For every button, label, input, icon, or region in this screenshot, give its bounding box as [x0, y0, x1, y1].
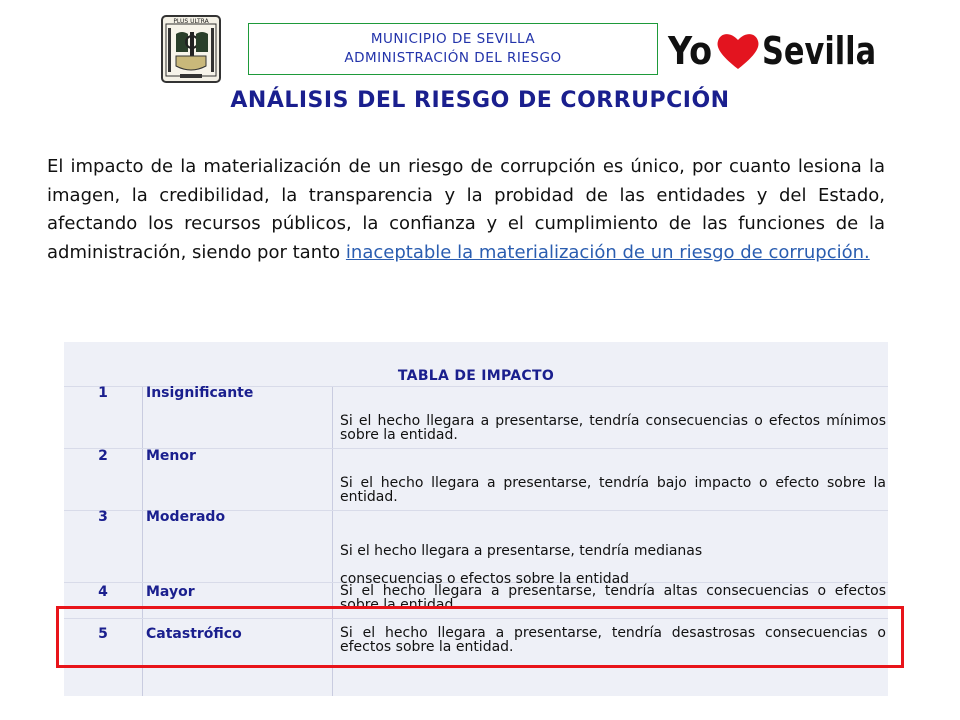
row-description: Si el hecho llegara a presentarse, tendría desastrosas consecuencias o efectos sobre la entidad.: [340, 625, 886, 655]
row-number: 5: [98, 626, 108, 642]
logo-yo-text: Yo: [668, 29, 713, 73]
row-description: Si el hecho llegara a presentarse, tendría consecuencias o efectos mínimos sobre la entidad.: [340, 413, 886, 443]
page-title: ANÁLISIS DEL RIESGO DE CORRUPCIÓN: [230, 88, 730, 113]
header-line2: ADMINISTRACIÓN DEL RIESGO: [344, 50, 562, 66]
row-description: Si el hecho llegara a presentarse, tendría altas consecuencias o efectos sobre la entidad.: [340, 583, 886, 613]
row-level: Menor: [146, 448, 196, 464]
row-level: Insignificante: [146, 385, 254, 401]
row-description: Si el hecho llegara a presentarse, tendría medianas consecuencias o efectos sobre la entidad: [340, 543, 703, 587]
municipality-seal: [160, 14, 222, 84]
row-number: 2: [98, 448, 108, 464]
table-title: TABLA DE IMPACTO: [397, 368, 555, 384]
seal-text: PLUS ULTRA: [173, 18, 209, 25]
row-number: 4: [98, 584, 108, 600]
intro-link[interactable]: inaceptable la materialización de un riesgo de corrupción.: [345, 241, 870, 263]
municipality-header-box: [248, 23, 658, 75]
row-level: Catastrófico: [146, 626, 242, 642]
intro-text: El impacto de la materialización de un riesgo de corrupción es único, por cuanto lesiona la imagen, la credibilidad, la transparencia y la probidad de las entidades y del Estado, afectando los recursos públicos, la confianza y el cumplimiento de las funciones de la administración, siendo por tanto: [47, 156, 885, 263]
highlight-box: [56, 606, 904, 668]
logo-city-text: Sevilla: [762, 29, 877, 73]
heart-icon: [716, 31, 760, 71]
header-line1: MUNICIPIO DE SEVILLA: [370, 31, 536, 47]
row-level: Mayor: [146, 584, 195, 600]
row-number: 3: [98, 509, 108, 525]
row-description: Si el hecho llegara a presentarse, tendría bajo impacto o efecto sobre la entidad.: [340, 475, 886, 505]
row-level: Moderado: [146, 509, 226, 525]
row-number: 1: [98, 385, 108, 401]
yo-sevilla-logo: [668, 28, 905, 74]
intro-paragraph: [47, 153, 885, 267]
